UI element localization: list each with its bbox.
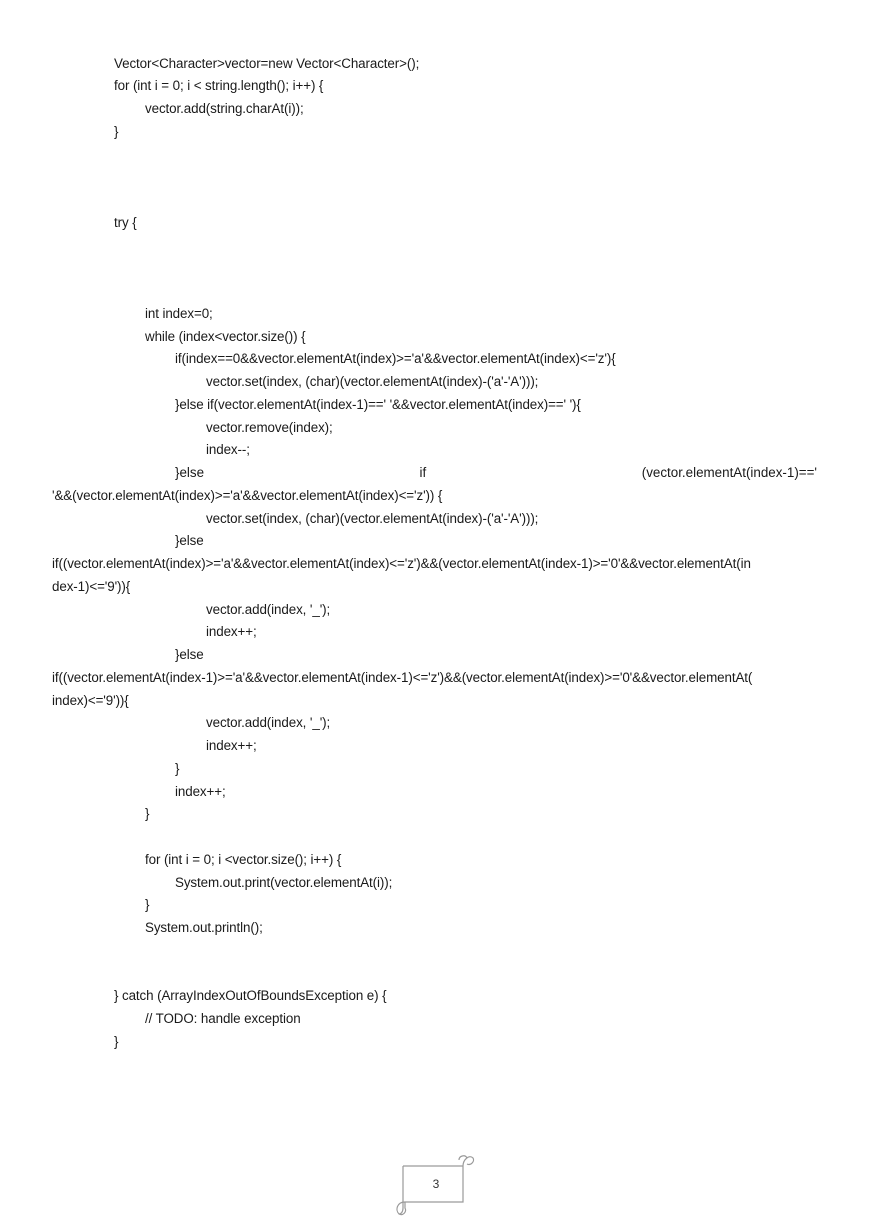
code-line: if((vector.elementAt(index)>='a'&&vector.elementAt(index)<='z')&&(vector.elementAt(index-1)>='0'&&vector.elementAt(in	[52, 556, 751, 571]
code-line: index++;	[206, 738, 257, 753]
page-number: 3	[432, 1177, 440, 1191]
code-line: while (index<vector.size()) {	[145, 329, 306, 344]
code-line: index++;	[206, 624, 257, 639]
code-fragment: (vector.elementAt(index-1)=='	[641, 465, 817, 480]
code-line: }else if(vector.elementAt(index-1)==' '&&vector.elementAt(index)==' '){	[175, 397, 581, 412]
code-line: // TODO: handle exception	[145, 1011, 301, 1026]
code-line: vector.add(string.charAt(i));	[145, 101, 304, 116]
code-line: int index=0;	[145, 306, 213, 321]
code-line: System.out.println();	[145, 920, 263, 935]
code-line: }	[114, 124, 119, 139]
code-line: System.out.print(vector.elementAt(i));	[175, 875, 393, 890]
code-line: vector.add(index, '_');	[206, 602, 331, 617]
code-line: index)<='9')){	[52, 693, 129, 708]
code-line: }	[114, 1034, 119, 1049]
code-line: }	[145, 897, 150, 912]
code-fragment: if	[419, 465, 427, 480]
code-line: }	[175, 761, 180, 776]
code-fragment: }else	[175, 465, 205, 480]
code-line: Vector<Character>vector=new Vector<Character>();	[114, 56, 420, 71]
code-line: if((vector.elementAt(index-1)>='a'&&vector.elementAt(index-1)<='z')&&(vector.elementAt(index)>='0'&&vector.elementAt(	[52, 670, 753, 685]
code-line: for (int i = 0; i <vector.size(); i++) {	[145, 852, 342, 867]
code-line: vector.set(index, (char)(vector.elementAt(index)-('a'-'A')));	[206, 511, 539, 526]
code-line: vector.remove(index);	[206, 420, 333, 435]
code-line: }else	[175, 647, 204, 662]
code-line-justified	[175, 464, 817, 482]
code-line: vector.set(index, (char)(vector.elementAt(index)-('a'-'A')));	[206, 374, 539, 389]
code-line: dex-1)<='9')){	[52, 579, 131, 594]
code-line: try {	[114, 215, 137, 230]
code-line: }else	[175, 533, 204, 548]
code-line: '&&(vector.elementAt(index)>='a'&&vector.elementAt(index)<='z')) {	[52, 488, 443, 503]
code-line: if(index==0&&vector.elementAt(index)>='a'&&vector.elementAt(index)<='z'){	[175, 351, 616, 366]
code-line: }	[145, 806, 150, 821]
code-line: } catch (ArrayIndexOutOfBoundsException e) {	[114, 988, 387, 1003]
code-line: vector.add(index, '_');	[206, 715, 331, 730]
code-line: for (int i = 0; i < string.length(); i++) {	[114, 78, 324, 93]
code-line: index--;	[206, 442, 250, 457]
code-line: index++;	[175, 784, 226, 799]
